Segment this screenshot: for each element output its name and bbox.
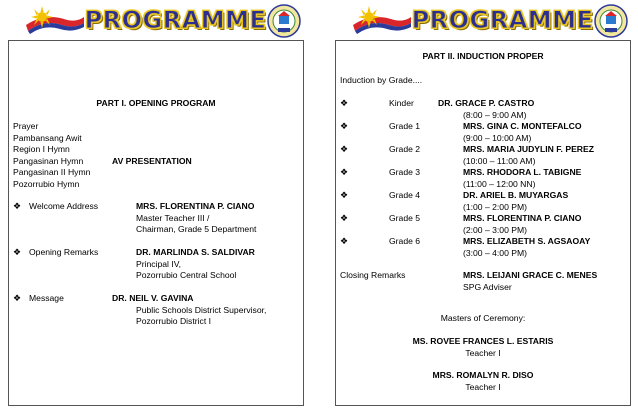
opening-remarks-name: DR. MARLINDA S. SALDIVAR [136,247,255,257]
opening-program-box [8,40,304,406]
closing-label: Closing Remarks [340,270,406,280]
grade-teacher-name: DR. ARIEL B. MUYARGAS [463,190,569,200]
item-pambansang-awit: Pambansang Awit [13,132,82,143]
diamond-bullet-icon: ❖ [13,247,22,257]
item-pangasinan-ii-hymn: Pangasinan II Hymn [13,167,91,177]
diamond-bullet-icon: ❖ [340,121,349,131]
opening-remarks-label: Opening Remarks [29,247,99,257]
grade-label: Grade 3 [389,167,421,177]
grade-label: Grade 4 [389,190,421,200]
diamond-bullet-icon: ❖ [340,98,349,108]
message-role2: Pozorrubio District I [136,316,211,326]
diamond-bullet-icon: ❖ [13,293,22,303]
header [327,2,638,38]
mc2-role: Teacher I [465,381,501,392]
school-seal-icon [594,4,628,38]
grade-time: (11:00 – 12:00 NN) [463,178,536,189]
welcome-role1: Master Teacher III / [136,212,210,223]
mc1-name: MS. ROVEE FRANCES L. ESTARIS [412,336,554,346]
mc2-name: MRS. ROMALYN R. DISO [432,370,534,380]
grade-teacher-name: MRS. FLORENTINA P. CIANO [463,213,582,223]
welcome-label: Welcome Address [29,201,99,211]
message-name: DR. NEIL V. GAVINA [112,293,194,303]
banner-text: PROGRAMME [411,6,594,34]
philippine-sun-ribbon-icon [351,5,413,35]
grade-teacher-name: MRS. MARIA JUDYLIN F. PEREZ [463,144,594,154]
closing-name: MRS. LEIJANI GRACE C. MENES [463,270,598,280]
grade-label: Kinder [389,98,414,108]
grade-time: (8:00 – 9:00 AM) [463,109,527,120]
diamond-bullet-icon: ❖ [340,144,349,154]
masters-label: Masters of Ceremony: [440,313,526,323]
grade-time: (9:00 – 10:00 AM) [463,132,532,143]
programme-banner [411,4,594,36]
banner-text: PROGRAMME [84,6,267,34]
opening-remarks-role1: Principal IV, [136,258,182,269]
school-seal-icon [267,4,301,38]
grade-teacher-name: MRS. RHODORA L. TABIGNE [463,167,582,177]
closing-role: SPG Adviser [463,281,512,292]
item-region-hymn: Region I Hymn [13,144,70,154]
grade-label: Grade 5 [389,213,421,223]
opening-remarks-role2: Pozorrubio Central School [136,270,237,280]
grade-label: Grade 2 [389,144,421,154]
message-label: Message [29,293,64,303]
diamond-bullet-icon: ❖ [340,167,349,177]
item-pozorrubio-hymn: Pozorrubio Hymn [13,178,80,189]
grade-label: Grade 1 [389,121,421,131]
diamond-bullet-icon: ❖ [340,190,349,200]
grade-time: (3:00 – 4:00 PM) [463,247,528,258]
philippine-sun-ribbon-icon [24,5,86,35]
message-role1: Public Schools District Supervisor, [136,304,267,315]
item-pangasinan-hymn: Pangasinan Hymn [13,155,84,166]
grade-time: (2:00 – 3:00 PM) [463,224,528,235]
welcome-name: MRS. FLORENTINA P. CIANO [136,201,255,211]
programme-banner [84,4,267,36]
induction-proper-box [335,40,631,406]
grade-time: (10:00 – 11:00 AM) [463,155,536,166]
part1-title: PART I. OPENING PROGRAM [96,98,216,108]
grade-teacher-name: DR. GRACE P. CASTRO [438,98,535,108]
left-page [0,0,311,417]
item-prayer: Prayer [13,121,39,131]
diamond-bullet-icon: ❖ [340,213,349,223]
part2-title: PART II. INDUCTION PROPER [422,51,544,61]
welcome-role2: Chairman, Grade 5 Department [136,224,257,234]
diamond-bullet-icon: ❖ [13,201,22,211]
header [0,2,311,38]
grade-label: Grade 6 [389,236,421,246]
diamond-bullet-icon: ❖ [340,236,349,246]
right-page [327,0,638,417]
mc1-role: Teacher I [465,347,501,358]
av-presentation: AV PRESENTATION [112,155,192,166]
grade-time: (1:00 – 2:00 PM) [463,201,528,212]
grade-teacher-name: MRS. ELIZABETH S. AGSAOAY [463,236,591,246]
grade-teacher-name: MRS. GINA C. MONTEFALCO [463,121,582,131]
induction-label: Induction by Grade.... [340,75,423,85]
